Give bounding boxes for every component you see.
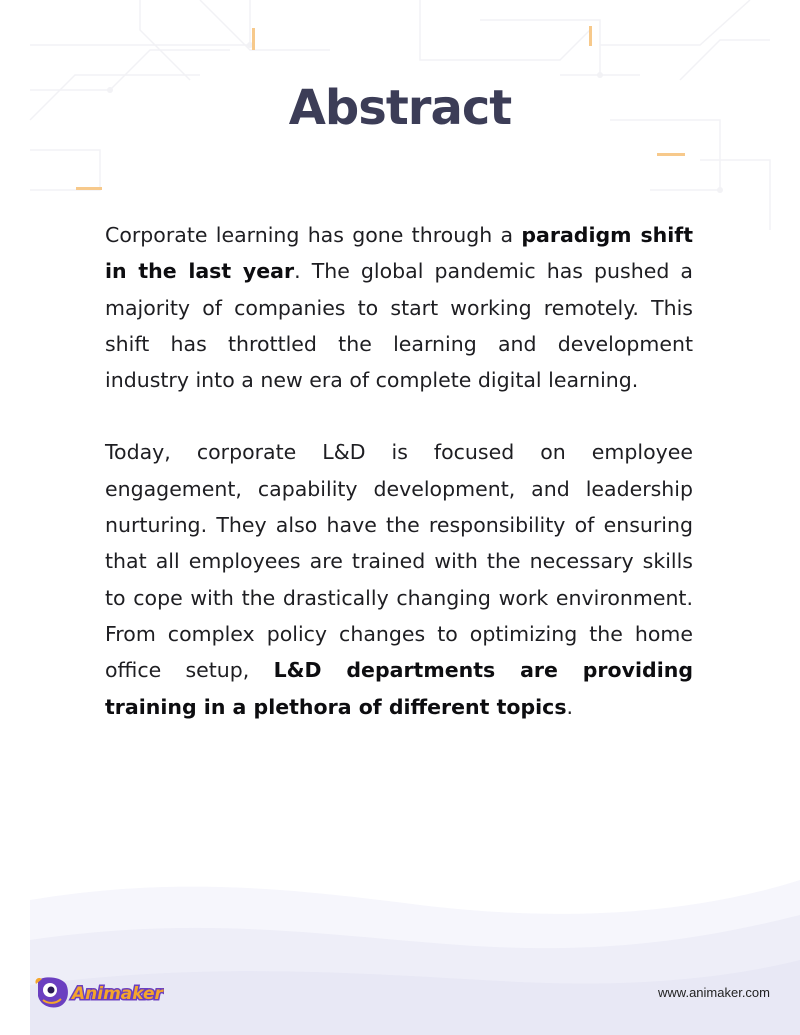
paragraph [105,434,693,724]
text-run: . [566,694,574,719]
bold-text: L&D departments are providing training in a plethora of different topics [105,658,693,719]
text-run: Today, corporate L&D is focused on employee engagement, capability development, and leadership nurturing. They also have the responsibility of ensuring that all employees are trained with the necessary skills to cope with the drastically changing work environment. From complex policy changes to optimizing the home office setup, [105,440,693,683]
bold-text: paradigm shift in the last year [105,223,693,284]
animaker-logo [34,974,164,1010]
page-title: Abstract [288,80,512,136]
abstract-body [105,217,693,725]
website-url[interactable]: www.animaker.com [658,985,770,1000]
brand-wordmark: Animaker [72,984,163,1004]
text-run: . The global pandemic has pushed a majority of companies to start working remotely. This shift has throttled the learning and development industry into a new era of complete digital learning. [105,259,693,393]
text-run: Corporate learning has gone through a [105,223,522,247]
paragraph [105,217,693,398]
mascot-icon [35,977,67,1007]
